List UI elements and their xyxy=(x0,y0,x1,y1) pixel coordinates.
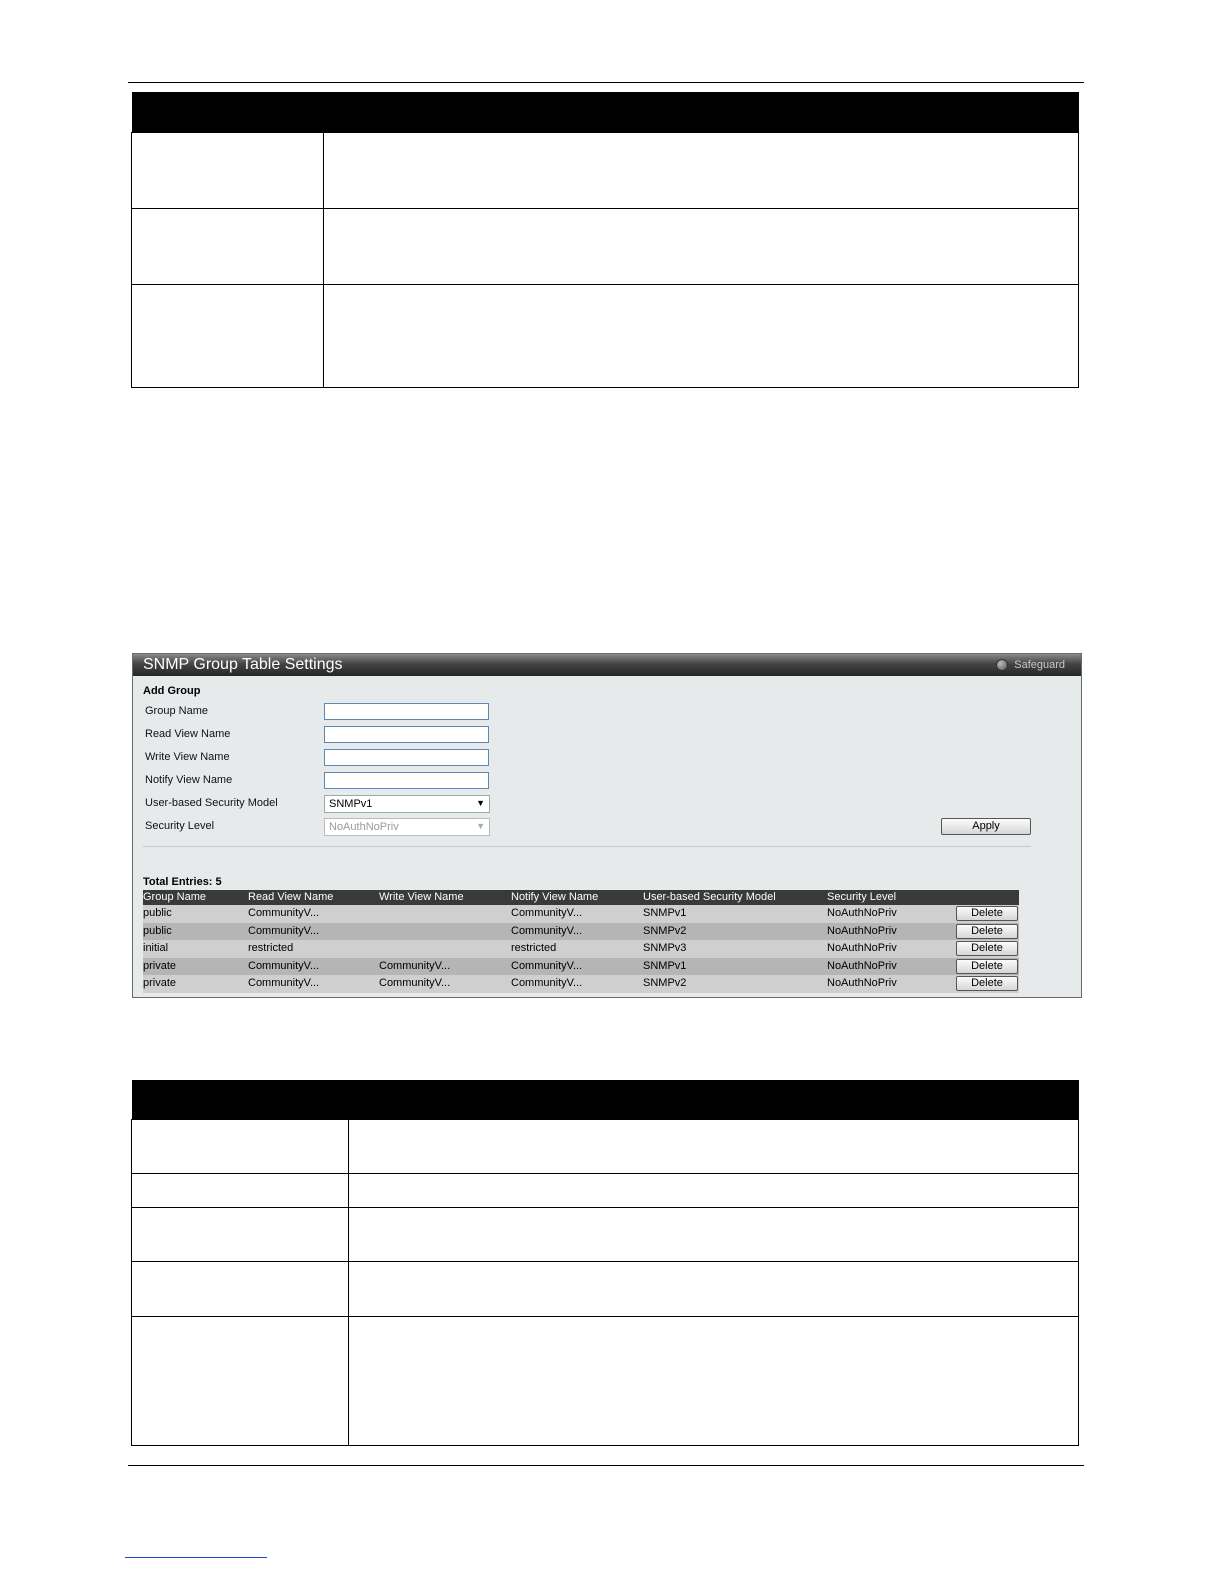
description-cell xyxy=(349,1262,1079,1317)
cell-security-level: NoAuthNoPriv xyxy=(827,977,897,990)
table-row xyxy=(143,905,1019,923)
parameter-cell xyxy=(132,133,324,209)
safeguard-label: Safeguard xyxy=(1014,659,1065,671)
cell-write-view-name: CommunityV... xyxy=(379,959,451,972)
read-view-name-input[interactable] xyxy=(324,726,489,743)
read-view-name-label: Read View Name xyxy=(145,728,231,740)
table-header-row xyxy=(143,890,1019,905)
table-row xyxy=(132,1120,1079,1174)
cell-security-model: SNMPv1 xyxy=(643,959,687,972)
security-model-label: User-based Security Model xyxy=(145,797,278,809)
delete-button[interactable]: Delete xyxy=(956,941,1018,956)
write-view-name-label: Write View Name xyxy=(145,751,230,763)
cell-read-view-name: CommunityV... xyxy=(248,977,320,990)
table-row xyxy=(132,209,1079,285)
cell-security-model: SNMPv1 xyxy=(643,907,687,919)
cell-group-name: public xyxy=(143,924,172,937)
page-bottom-rule xyxy=(128,1465,1084,1466)
group-table xyxy=(143,890,1019,993)
cell-notify-view-name: CommunityV... xyxy=(511,959,583,972)
cell-group-name: public xyxy=(143,907,172,919)
table-row xyxy=(132,1262,1079,1317)
chevron-down-icon: ▼ xyxy=(476,798,485,808)
write-view-name-input[interactable] xyxy=(324,749,489,766)
parameter-cell xyxy=(132,1262,349,1317)
cell-security-level: NoAuthNoPriv xyxy=(827,924,897,937)
description-cell xyxy=(324,285,1079,388)
table-row xyxy=(143,940,1019,958)
cell-security-level: NoAuthNoPriv xyxy=(827,907,897,919)
cell-security-model: SNMPv2 xyxy=(643,977,687,990)
notify-view-name-label: Notify View Name xyxy=(145,774,233,786)
cell-notify-view-name: restricted xyxy=(511,942,557,955)
column-header-write-view-name: Write View Name xyxy=(379,891,464,903)
section-divider xyxy=(143,846,1031,847)
table-header xyxy=(132,92,1079,133)
security-level-select[interactable] xyxy=(324,818,490,836)
table-header-row xyxy=(132,92,1079,133)
parameter-cell xyxy=(132,1174,349,1208)
notify-view-name-input[interactable] xyxy=(324,772,489,789)
delete-button[interactable]: Delete xyxy=(956,924,1018,939)
column-header-security-level: Security Level xyxy=(827,891,897,903)
cell-read-view-name: CommunityV... xyxy=(248,907,320,919)
parameter-cell xyxy=(132,1208,349,1262)
panel-header xyxy=(133,654,1081,676)
group-name-input[interactable] xyxy=(324,703,489,720)
table-header xyxy=(132,1080,1079,1120)
description-cell xyxy=(349,1317,1079,1446)
cell-notify-view-name: CommunityV... xyxy=(511,924,583,937)
description-cell xyxy=(349,1120,1079,1174)
table-row xyxy=(132,1174,1079,1208)
cell-read-view-name: CommunityV... xyxy=(248,924,320,937)
cell-group-name: private xyxy=(143,977,177,990)
cell-read-view-name: CommunityV... xyxy=(248,959,320,972)
column-header-security-model: User-based Security Model xyxy=(643,891,776,903)
delete-button[interactable]: Delete xyxy=(956,906,1018,921)
safeguard-indicator[interactable] xyxy=(1014,659,1065,671)
table-row xyxy=(143,958,1019,976)
cell-group-name: private xyxy=(143,959,177,972)
parameter-table-1 xyxy=(131,92,1079,388)
parameter-cell xyxy=(132,1120,349,1174)
cell-notify-view-name: CommunityV... xyxy=(511,907,583,919)
table-row xyxy=(132,133,1079,209)
description-cell xyxy=(324,133,1079,209)
security-model-value: SNMPv1 xyxy=(329,798,373,810)
table-header-row xyxy=(132,1080,1079,1120)
snmp-group-table-panel xyxy=(132,653,1082,998)
table-row xyxy=(132,285,1079,388)
add-group-heading: Add Group xyxy=(143,685,201,697)
security-level-value: NoAuthNoPriv xyxy=(329,821,399,833)
parameter-cell xyxy=(132,209,324,285)
security-level-label: Security Level xyxy=(145,820,215,832)
group-name-label: Group Name xyxy=(145,705,208,717)
table-row xyxy=(132,1208,1079,1262)
security-model-select[interactable] xyxy=(324,795,490,813)
cell-security-model: SNMPv3 xyxy=(643,942,687,955)
delete-button[interactable]: Delete xyxy=(956,959,1018,974)
column-header-notify-view-name: Notify View Name xyxy=(511,891,599,903)
cell-security-model: SNMPv2 xyxy=(643,924,687,937)
parameter-cell xyxy=(132,1317,349,1446)
column-header-read-view-name: Read View Name xyxy=(248,891,334,903)
parameter-cell xyxy=(132,285,324,388)
total-entries: Total Entries: 5 xyxy=(143,876,222,888)
panel-title: SNMP Group Table Settings xyxy=(143,656,343,673)
table-row xyxy=(143,975,1019,993)
chevron-down-icon: ▼ xyxy=(476,821,485,831)
apply-button[interactable]: Apply xyxy=(941,818,1031,835)
cell-security-level: NoAuthNoPriv xyxy=(827,942,897,955)
description-cell xyxy=(324,209,1079,285)
description-cell xyxy=(349,1174,1079,1208)
delete-button[interactable]: Delete xyxy=(956,976,1018,991)
table-row xyxy=(132,1317,1079,1446)
cell-read-view-name: restricted xyxy=(248,942,294,955)
column-header-group-name: Group Name xyxy=(143,891,206,903)
cell-write-view-name: CommunityV... xyxy=(379,977,451,990)
cell-security-level: NoAuthNoPriv xyxy=(827,959,897,972)
footer-link-underline[interactable] xyxy=(125,1557,267,1558)
cell-notify-view-name: CommunityV... xyxy=(511,977,583,990)
cell-group-name: initial xyxy=(143,942,169,955)
description-cell xyxy=(349,1208,1079,1262)
safeguard-icon xyxy=(996,659,1008,671)
page-top-rule xyxy=(128,82,1084,83)
parameter-table-2 xyxy=(131,1080,1079,1446)
table-row xyxy=(143,923,1019,941)
